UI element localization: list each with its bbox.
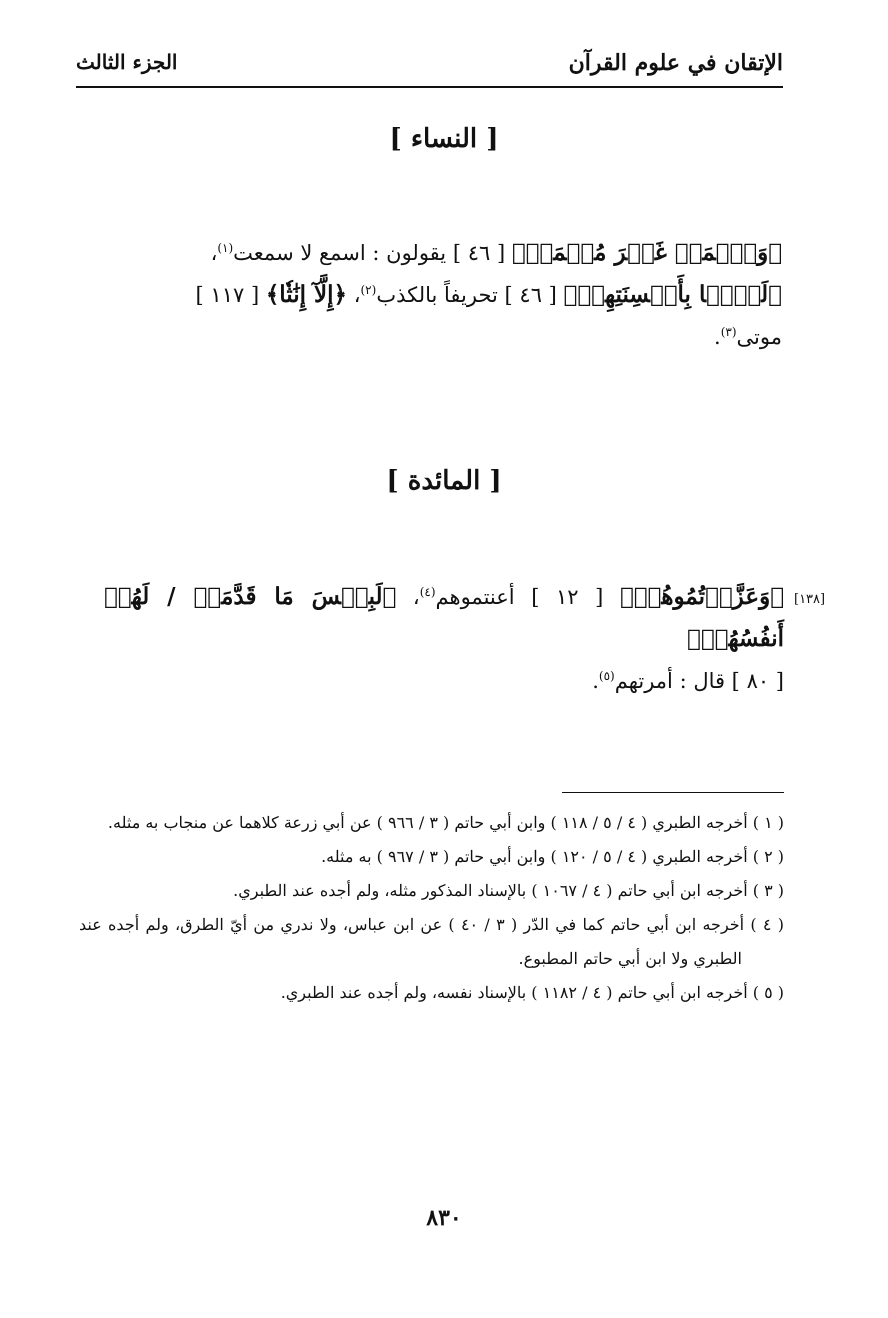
commentary-text: ،: [347, 283, 361, 307]
quran-quote: ﴿لَيَّۢا بِأَلۡسِنَتِهِمۡ﴾: [563, 281, 782, 308]
commentary-text: [ ١٢ ] أعنتموهم: [435, 585, 620, 609]
text-line: [102, 274, 782, 316]
quran-quote: ﴿إِلَّآ إِنَٰثٗا﴾: [265, 281, 348, 308]
text-line: [104, 660, 784, 702]
footnotes: [79, 806, 784, 1010]
commentary-text: ،: [210, 241, 218, 265]
book-title: الإتقان في علوم القرآن: [568, 50, 783, 76]
footnote-marker[interactable]: (٣): [720, 325, 737, 339]
commentary-text: ،: [396, 585, 420, 609]
section-title-nisa: [ النساء ]: [389, 124, 499, 154]
commentary-text: [ ٤٦ ] تحريفاً بالكذب: [376, 283, 564, 307]
footnote-separator: [562, 792, 784, 793]
running-head: [76, 46, 783, 88]
text-line: [102, 316, 782, 358]
quran-quote: ﴿لَبِئۡسَ مَا قَدَّمَتۡ / لَهُمۡ أَنفُسُهُمۡ﴾: [104, 583, 784, 652]
footnote: ( ٥ ) أخرجه ابن أبي حاتم ( ٤ / ١١٨٢ ) بالإسناد نفسه، ولم أجده عند الطبري.: [280, 983, 784, 1002]
text-line: [104, 576, 784, 660]
section-body-nisa: [102, 232, 782, 358]
commentary-text: [ ٤٦ ] يقولون : اسمع لا سمعت: [233, 241, 512, 265]
footnote: ( ١ ) أخرجه الطبري ( ٤ / ٥ / ١١٨ ) وابن أبي حاتم ( ٣ / ٩٦٦ ) عن أبي زرعة كلاهما عن منجاب به مثله.: [107, 813, 784, 832]
quran-quote: ﴿وَعَزَّرۡتُمُوهُمۡ﴾: [619, 583, 784, 610]
footnote-marker[interactable]: (٢): [360, 283, 377, 297]
text-line: [102, 232, 782, 274]
volume-label: الجزء الثالث: [76, 50, 178, 74]
footnote-marker[interactable]: (٤): [419, 585, 436, 599]
commentary-text: [ ١١٧ ]: [195, 283, 266, 307]
footnote: ( ٢ ) أخرجه الطبري ( ٤ / ٥ / ١٢٠ ) وابن أبي حاتم ( ٣ / ٩٦٧ ) به مثله.: [321, 847, 784, 866]
section-body-maidah: [104, 576, 784, 702]
footnote: ( ٤ ) أخرجه ابن أبي حاتم كما في الدّر ( ٣ / ٤٠ ) عن ابن عباس، ولا ندري من أيّ الطرق، ولم أجده عند الطبري ولا ابن أبي حاتم المطبوع.: [79, 915, 785, 968]
commentary-text: .: [714, 325, 721, 349]
commentary-text: .: [592, 669, 599, 693]
footnote-marker[interactable]: (٥): [598, 669, 615, 683]
footnote-marker[interactable]: (١): [217, 241, 234, 255]
commentary-text: [ ٨٠ ] قال : أمرتهم: [614, 669, 784, 693]
section-title-maidah: [ المائدة ]: [386, 466, 502, 496]
page-number: ٨٣٠: [426, 1205, 462, 1231]
manuscript-folio-number: [١٣٨]: [794, 592, 826, 607]
footnote: ( ٣ ) أخرجه ابن أبي حاتم ( ٤ / ١٠٦٧ ) بالإسناد المذكور مثله، ولم أجده عند الطبري.: [233, 881, 784, 900]
quran-quote: ﴿وَٱسۡمَعۡ غَيۡرَ مُسۡمَعٖ﴾: [511, 239, 782, 266]
commentary-text: موتى: [736, 325, 782, 349]
